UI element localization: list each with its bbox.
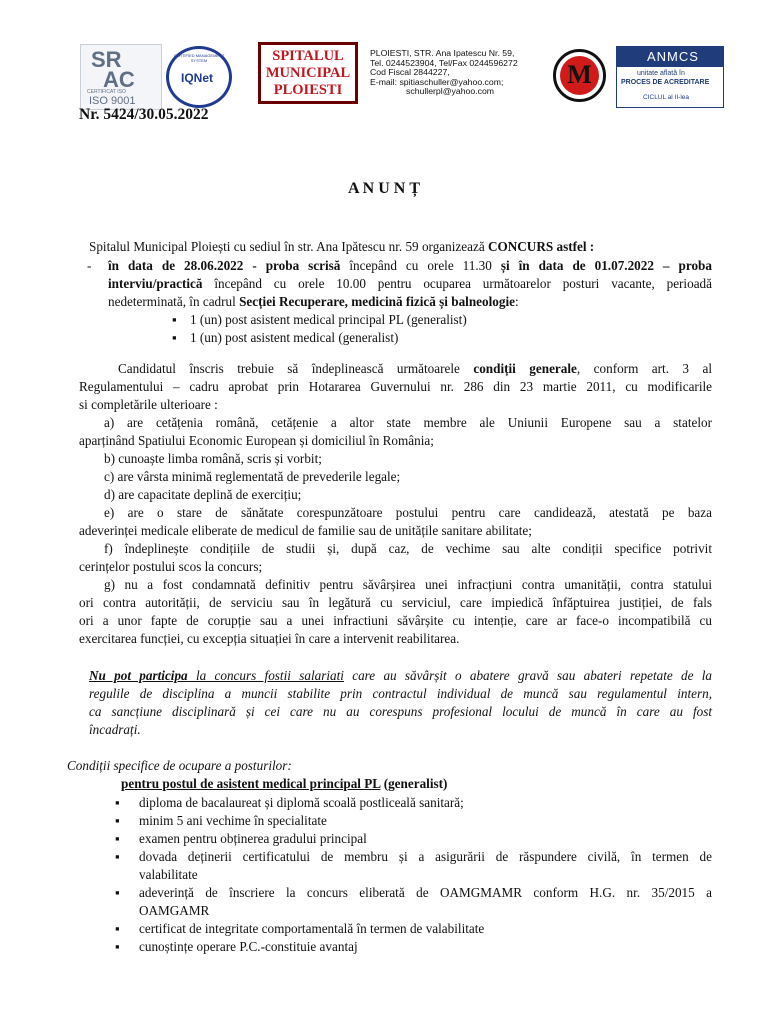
post-bullet: ▪ (172, 330, 177, 345)
condition-line: ori contra autorității, de serviciu sau în legătură cu serviciul, care impiedică înfăptuirea justiției, de fals (79, 595, 712, 610)
dates-line-2: interviu/practică începând cu orele 10.00 pentru ocuparea următoarelor posturi vacante, perioadă (108, 276, 712, 291)
condition-line: c) are vârsta minimă reglementată de prevederile legale; (104, 469, 401, 484)
address-line: PLOIESTI, STR. Ana Ipatescu Nr. 59, (370, 48, 515, 58)
dates-line-1: în data de 28.06.2022 - proba scrisă începând cu orele 11.30 și în data de 01.07.2022 – proba (108, 258, 712, 273)
address-line: schullerpl@yahoo.com (406, 86, 495, 97)
requirement-item: examen pentru obținerea gradului principal (139, 831, 367, 846)
warning-line: ca sancțiune disciplinară și cei care nu au corespuns profesional locului de muncă în care au fost (89, 704, 712, 719)
warning-line: Nu pot participa la concurs fostii salariati care au săvârșit o abatere gravă sau abateri repetate de la (89, 668, 713, 683)
list-dash: - (87, 258, 92, 273)
post-bullet: ▪ (172, 312, 177, 327)
condition-line: exercitarea funcției, cu excepția situației în care a intervenit reabilitarea. (79, 631, 460, 646)
condition-line: e) are o stare de sănătate corespunzătoare postului pentru care candidează, atestată pe baza (104, 505, 712, 520)
requirement-item: diploma de bacalaureat și diplomă scoală postliceală sanitară; (139, 795, 464, 810)
m-logo (553, 49, 606, 102)
hospital-logo-line3: PLOIESTI (273, 82, 343, 98)
iqnet-ring-text: CERTIFIED MANAGEMENT SYSTEM (173, 53, 225, 63)
conditions-intro-line: Regulamentului – cadru aprobat prin Hotararea Guvernului nr. 286 din 23 martie 2011, cu modificarile (79, 379, 712, 394)
post-item: 1 (un) post asistent medical principal PL (generalist) (190, 312, 467, 327)
anmcs-sub3: CICLUL al II-lea (643, 94, 689, 101)
dates-line-3: nedeterminată, în cadrul Secției Recuperare, medicină fizică și balneologie: (108, 294, 519, 309)
req-bullet: ▪ (115, 939, 120, 954)
address-line: Cod Fiscal 2844227, (370, 67, 450, 78)
srac-top-text: SR (91, 47, 122, 72)
requirement-item-cont: valabilitate (139, 867, 198, 882)
condition-line: adeverinței medicale eliberate de medicul de familie sau de unitățile sanitare abilitate; (79, 523, 532, 538)
req-bullet: ▪ (115, 885, 120, 900)
anmcs-sub2: PROCES DE ACREDITARE (621, 79, 710, 86)
document-number: Nr. 5424/30.05.2022 (79, 106, 209, 123)
condition-line: g) nu a fost condamnată definitiv pentru săvârșirea unei infracțiuni contra umanității, contra statului (104, 577, 712, 592)
anmcs-sub1: unitate aflată în (637, 70, 685, 77)
condition-line: d) are capacitate deplină de exercițiu; (104, 487, 302, 502)
condition-line: b) cunoaște limba română, scris și vorbit; (104, 451, 322, 466)
srac-logo (80, 44, 162, 110)
post1-heading: pentru postul de asistent medical principal PL (generalist) (121, 776, 448, 791)
condition-line: cerințelor postului scos la concurs; (79, 559, 263, 574)
anmcs-title: ANMCS (647, 49, 699, 64)
conditions-intro-line: si completările ulterioare : (79, 397, 218, 412)
srac-iso-text: ISO 9001 (89, 95, 136, 107)
condition-line: a) are cetățenia română, cetățenie a altor state membre ale Uniunii Europene sau a statelor (104, 415, 712, 430)
address-line: Tel. 0244523904, Tel/Fax 0244596272 (370, 57, 518, 68)
req-bullet: ▪ (115, 831, 120, 846)
conditions-intro-line: Candidatul înscris trebuie să îndeplinească următoarele condiții generale, conform art. 3 al (118, 361, 712, 376)
post-item: 1 (un) post asistent medical (generalist) (190, 330, 399, 345)
iqnet-logo (166, 46, 232, 108)
requirement-item: dovada deținerii certificatului de membru și a asigurării de răspundere civilă, în termen de (139, 849, 712, 864)
srac-mid-text: AC (103, 67, 135, 92)
condition-line: aparținând Spatiului Economic European și domiciliul în România; (79, 433, 434, 448)
requirement-item: certificat de integritate comportamentală în termen de valabilitate (139, 921, 485, 936)
warning-line: încadrați. (89, 722, 141, 737)
hospital-logo-line1: SPITALUL (272, 48, 344, 64)
requirement-item: cunoștințe operare P.C.-constituie avantaj (139, 939, 358, 954)
m-logo-letter: M (567, 60, 592, 89)
requirement-item: minim 5 ani vechime în specialitate (139, 813, 327, 828)
warning-line: regulile de disciplina a muncii stabilite prin contractul individual de muncă sau regulamentul intern, (89, 686, 712, 701)
req-bullet: ▪ (115, 813, 120, 828)
srac-cert-text: CERTIFICAT ISO (87, 89, 126, 95)
req-bullet: ▪ (115, 921, 120, 936)
req-bullet: ▪ (115, 849, 120, 864)
condition-line: ori a unor fapte de corupție sau a unei infractiuni săvârșite cu intenție, care ar face-o incompatibilă cu (79, 613, 712, 628)
requirement-item-cont: OAMGAMR (139, 903, 210, 918)
hospital-logo (258, 42, 358, 104)
address-line: E-mail: spitiaschuller@yahoo.com; (370, 76, 504, 87)
intro-paragraph: Spitalul Municipal Ploiești cu sediul în str. Ana Ipătescu nr. 59 organizează CONCURS astfel : (89, 239, 595, 254)
anmcs-logo (616, 46, 724, 108)
page-title: A N U N Ț (347, 180, 420, 197)
condition-line: f) îndeplinește condițiile de studii și, după caz, de vechime sau alte condiții specifice potrivit (104, 541, 712, 556)
req-bullet: ▪ (115, 795, 120, 810)
specific-conditions-title: Condiții specifice de ocupare a posturilor: (67, 758, 292, 773)
hospital-logo-line2: MUNICIPAL (265, 65, 351, 81)
iqnet-label: IQNet (181, 71, 214, 85)
hospital-address (370, 49, 518, 97)
requirement-item: adeverință de înscriere la concurs eliberată de OAMGMAMR conform H.G. nr. 35/2015 a (139, 885, 712, 900)
